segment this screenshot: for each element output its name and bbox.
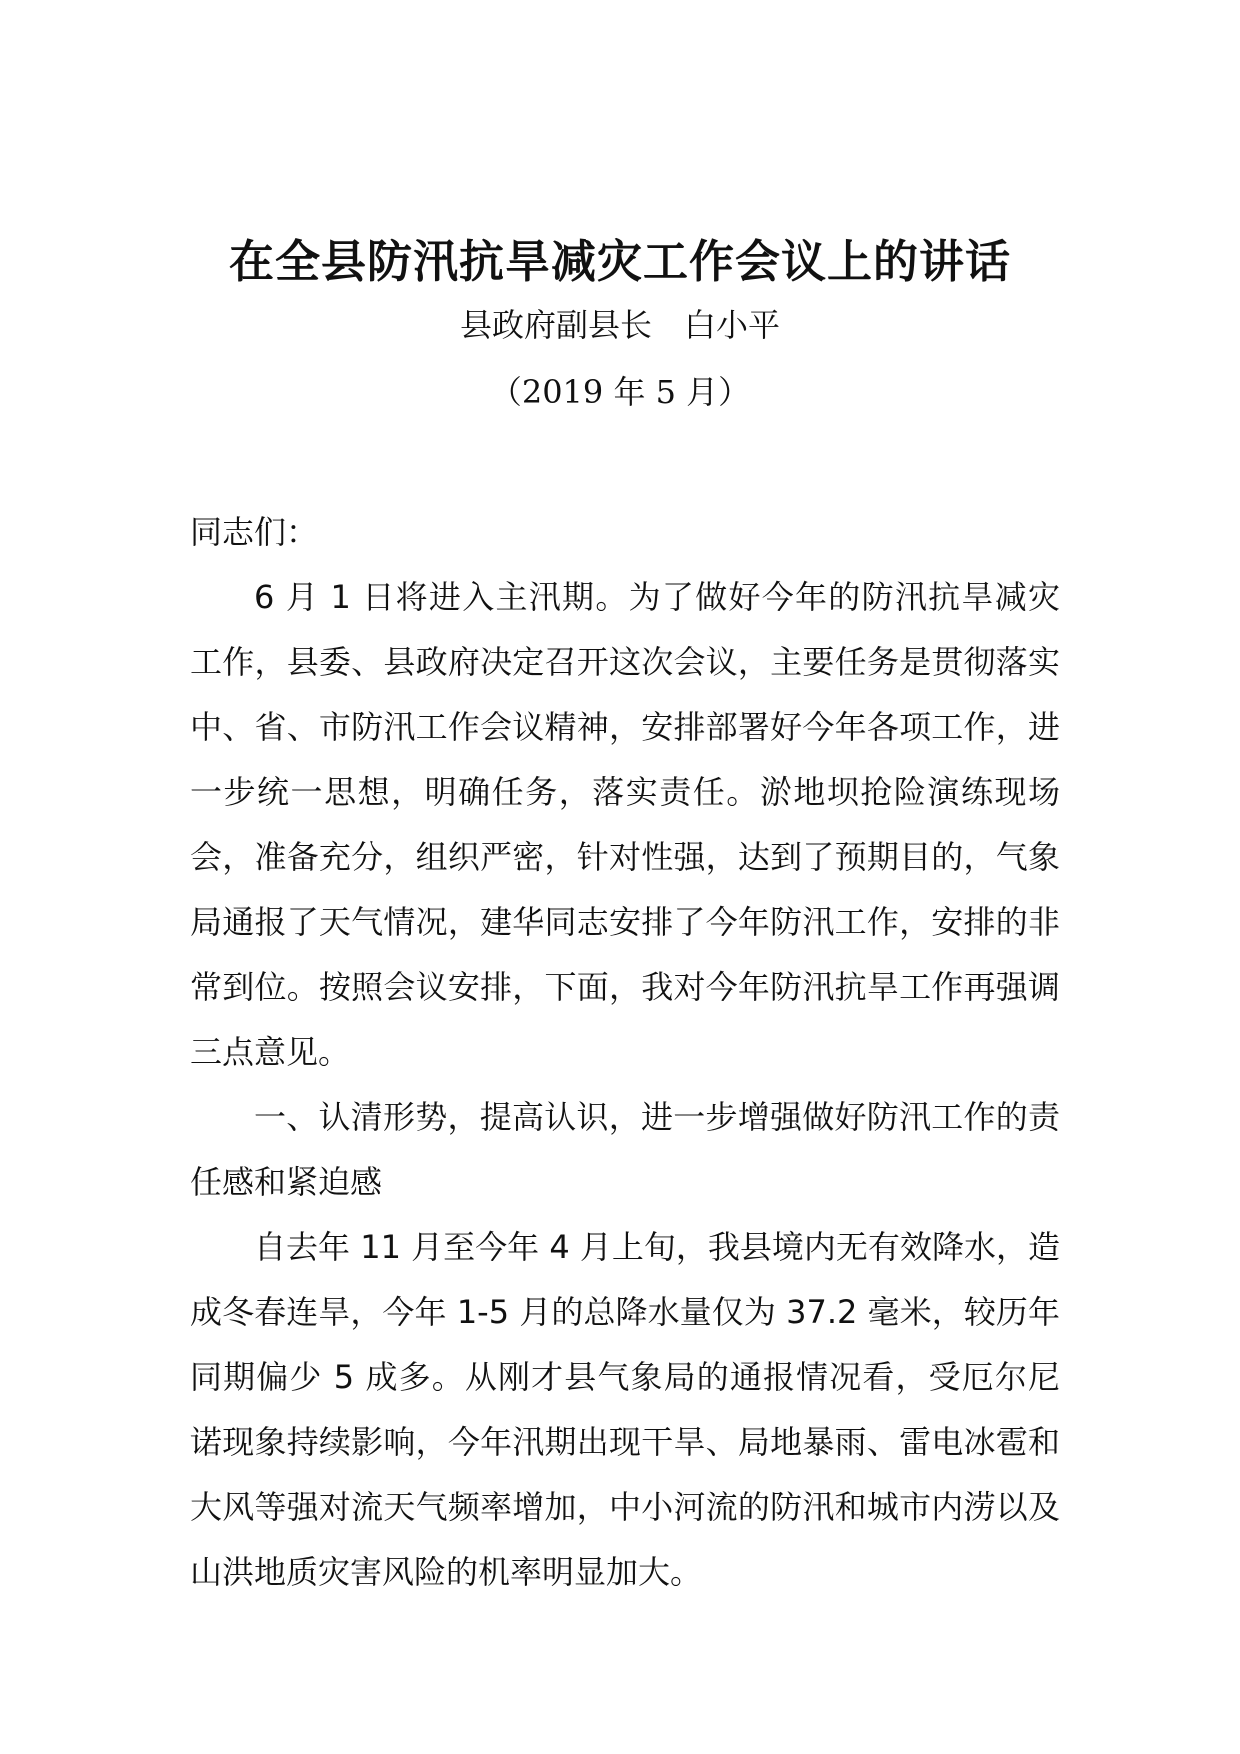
paragraph: 6 月 1 日将进入主汛期。为了做好今年的防汛抗旱减灾工作，县委、县政府决定召开这次会议，主要任务是贯彻落实中、省、市防汛工作会议精神，安排部署好今年各项工作，进一步统一思想，明确任务，落实责任。淤地坝抢险演练现场会，准备充分，组织严密，针对性强，达到了预期目的，气象局通报了天气情况，建华同志安排了今年防汛工作，安排的非常到位。按照会议安排，下面，我对今年防汛抗旱工作再强调三点意见。 [190, 578, 1060, 1071]
paragraph: 自去年 11 月至今年 4 月上旬，我县境内无有效降水，造成冬春连旱，今年 1-5 月的总降水量仅为 37.2 毫米，较历年同期偏少 5 成多。从刚才县气象局的通报情况看，受厄尔尼诺现象持续影响，今年汛期出现干旱、局地暴雨、雷电冰雹和大风等强对流天气频率增加，中小河流的防汛和城市内涝以及山洪地质灾害风险的机率明显加大。 [190, 1228, 1060, 1591]
salutation: 同志们： [190, 513, 319, 551]
section-heading: 一、认清形势，提高认识，进一步增强做好防汛工作的责任感和紧迫感 [190, 1098, 1060, 1201]
document-body [190, 500, 1060, 1605]
date-line: （2019 年 5 月） [489, 373, 751, 411]
author-line: 县政府副县长 白小平 [459, 306, 780, 344]
document-title: 在全县防汛抗旱减灾工作会议上的讲话 [228, 235, 1011, 288]
